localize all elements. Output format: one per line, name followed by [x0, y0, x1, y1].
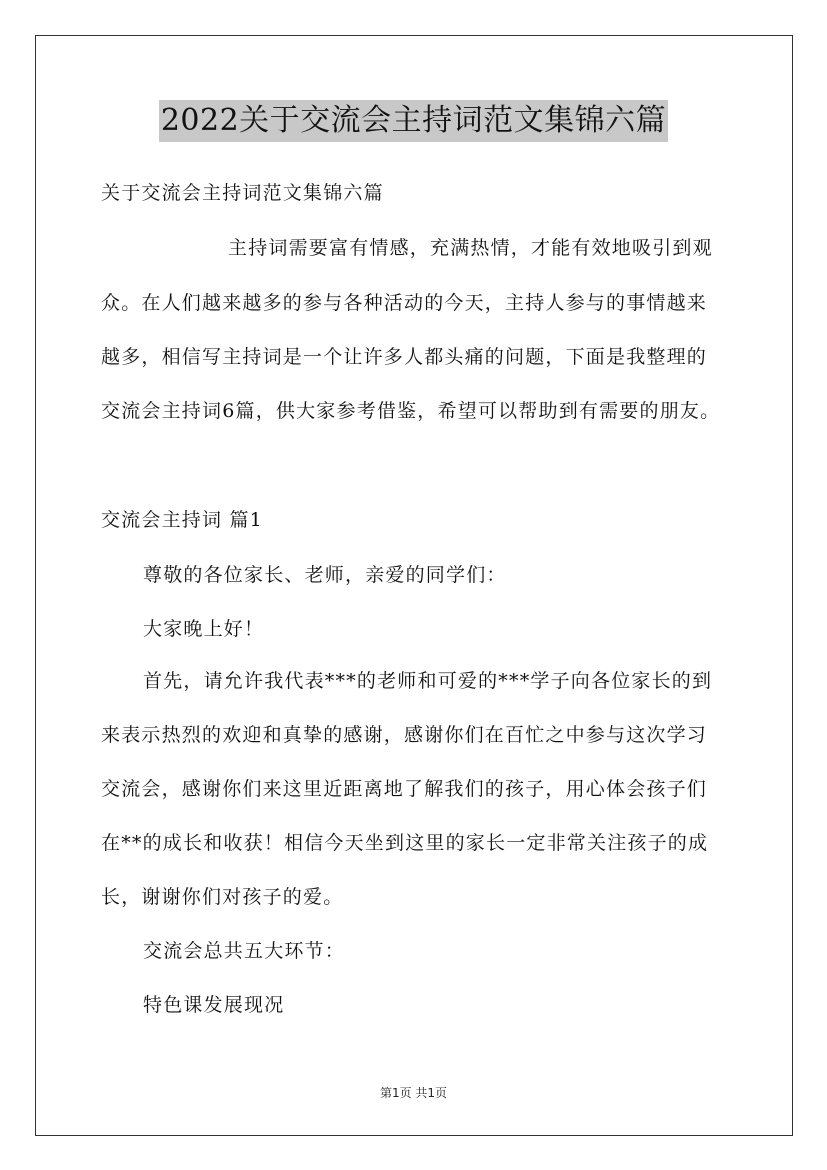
greeting: 尊敬的各位家长、老师，亲爱的同学们： — [143, 564, 507, 586]
page-number-footer: 第1页 共1页 — [379, 1086, 448, 1100]
document-title: 2022关于交流会主持词范文集锦六篇 — [159, 100, 668, 142]
title-container — [0, 100, 827, 142]
segments-intro: 交流会总共五大环节： — [143, 940, 346, 962]
intro-line: 众。在人们越来越多的参与各种活动的今天，主持人参与的事情越来 — [101, 292, 708, 314]
good-evening: 大家晚上好！ — [143, 618, 265, 640]
body-line: 来表示热烈的欢迎和真挚的感谢，感谢你们在百忙之中参与这次学习 — [101, 724, 708, 746]
intro-line: 交流会主持词6篇，供大家参考借鉴，希望可以帮助到有需要的朋友。 — [101, 400, 721, 422]
body-line: 长，谢谢你们对孩子的爱。 — [101, 886, 344, 908]
document-subtitle: 关于交流会主持词范文集锦六篇 — [101, 182, 384, 204]
body-line: 在**的成长和收获！相信今天坐到这里的家长一定非常关注孩子的成 — [101, 832, 709, 854]
intro-line: 越多，相信写主持词是一个让许多人都头痛的问题，下面是我整理的 — [101, 346, 708, 368]
segment-item: 特色课发展现况 — [143, 994, 285, 1016]
body-line: 首先，请允许我代表***的老师和可爱的***学子向各位家长的到 — [143, 670, 713, 692]
intro-line: 主持词需要富有情感，充满热情，才能有效地吸引到观 — [228, 237, 713, 259]
body-line: 交流会，感谢你们来这里近距离地了解我们的孩子，用心体会孩子们 — [101, 778, 708, 800]
section-heading: 交流会主持词 篇1 — [101, 509, 263, 531]
